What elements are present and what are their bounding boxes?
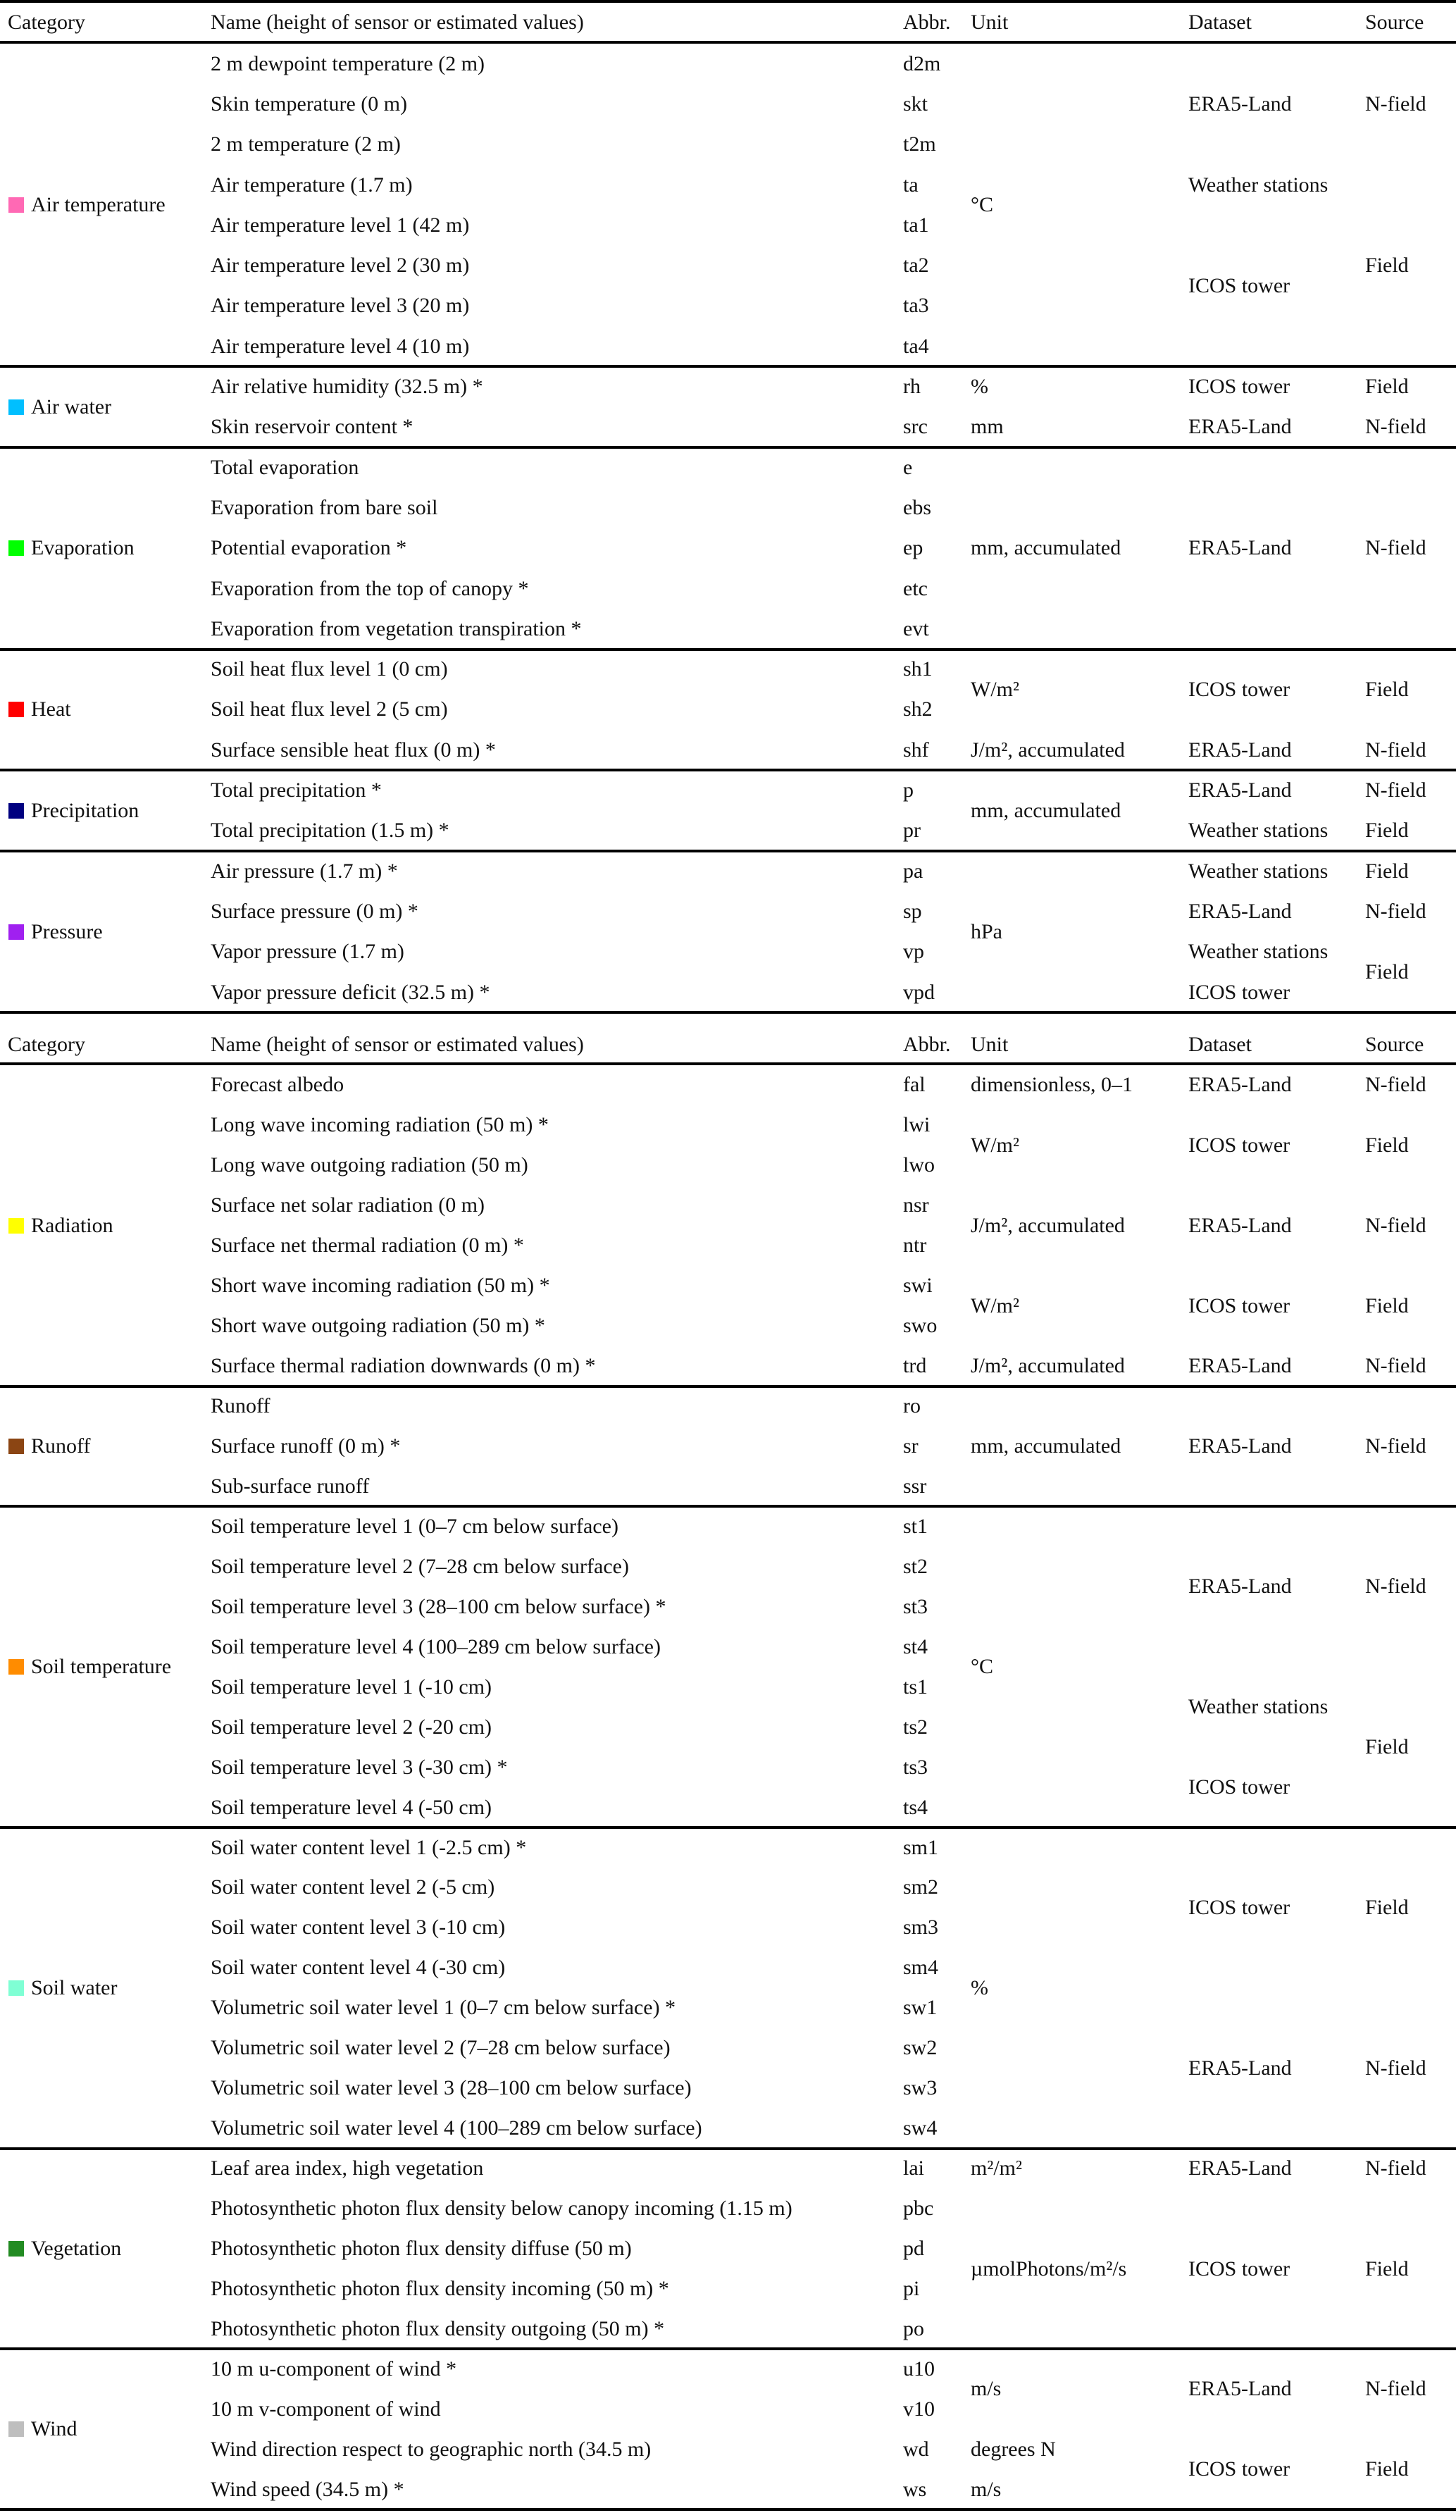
group-separator-rule — [0, 1826, 1456, 1829]
variable-abbr: ta4 — [903, 334, 929, 358]
variable-abbr: swo — [903, 1314, 938, 1338]
column-header-category: Category — [8, 11, 85, 34]
variable-abbr: sm4 — [903, 1956, 939, 1980]
category-label: Air water — [31, 395, 112, 418]
variable-name: Soil temperature level 1 (-10 cm) — [211, 1675, 492, 1699]
group-separator-rule — [0, 446, 1456, 449]
category-label: Soil temperature — [31, 1655, 172, 1679]
variable-abbr: sm3 — [903, 1916, 939, 1939]
variable-source: Field — [1365, 375, 1409, 399]
variable-dataset: ICOS tower — [1188, 273, 1290, 297]
variable-dataset: ERA5-Land — [1188, 2156, 1292, 2180]
variable-dataset: Weather stations — [1188, 1695, 1329, 1719]
variable-abbr: pd — [903, 2237, 924, 2261]
variable-unit: W/m² — [971, 677, 1019, 701]
variable-name: Air temperature level 3 (20 m) — [211, 294, 470, 318]
column-header-unit: Unit — [971, 1033, 1009, 1056]
variable-abbr: ts3 — [903, 1755, 928, 1779]
variable-name: Leaf area index, high vegetation — [211, 2156, 484, 2180]
variable-dataset: ICOS tower — [1188, 375, 1290, 399]
variable-dataset: ICOS tower — [1188, 1293, 1290, 1317]
variable-name: Volumetric soil water level 2 (7–28 cm below surface) — [211, 2036, 671, 2060]
variable-name: Air temperature level 4 (10 m) — [211, 334, 470, 358]
category-label: Vegetation — [31, 2237, 122, 2261]
variable-abbr: etc — [903, 576, 928, 600]
variable-name: Volumetric soil water level 4 (100–289 cm below surface) — [211, 2116, 702, 2140]
variable-unit: mm, accumulated — [971, 1434, 1121, 1458]
variable-unit: °C — [971, 1655, 994, 1679]
variable-name: Air temperature level 1 (42 m) — [211, 213, 470, 237]
variable-name: Evaporation from bare soil — [211, 495, 438, 519]
category-color-swatch — [8, 2421, 24, 2437]
variable-abbr: wd — [903, 2437, 929, 2461]
variable-name: Soil temperature level 4 (100–289 cm below surface) — [211, 1634, 661, 1658]
group-separator-rule — [0, 1505, 1456, 1508]
category-label: Runoff — [31, 1434, 91, 1458]
variable-abbr: pbc — [903, 2197, 934, 2221]
variable-name: Short wave outgoing radiation (50 m) * — [211, 1314, 545, 1338]
variable-abbr: sw2 — [903, 2036, 938, 2060]
variable-abbr: vpd — [903, 980, 935, 1004]
variable-dataset: ICOS tower — [1188, 980, 1290, 1004]
variable-unit: J/m², accumulated — [971, 738, 1125, 762]
variable-name: Surface net thermal radiation (0 m) * — [211, 1234, 524, 1258]
variable-abbr: src — [903, 415, 928, 439]
variable-dataset: ERA5-Land — [1188, 2056, 1292, 2080]
variable-name: Evaporation from vegetation transpiration * — [211, 616, 582, 640]
variable-abbr: po — [903, 2316, 924, 2340]
variable-source: N-field — [1365, 2056, 1426, 2080]
variable-source: Field — [1365, 819, 1409, 843]
variable-source: Field — [1365, 2257, 1409, 2280]
column-header-category: Category — [8, 1033, 85, 1056]
variable-abbr: st2 — [903, 1554, 928, 1578]
variable-source: N-field — [1365, 2156, 1426, 2180]
variable-dataset: ICOS tower — [1188, 2457, 1290, 2481]
variable-source: N-field — [1365, 738, 1426, 762]
variable-dataset: Weather stations — [1188, 859, 1329, 883]
variable-source: N-field — [1365, 1213, 1426, 1237]
variable-unit: degrees N — [971, 2437, 1056, 2461]
variable-unit: °C — [971, 193, 994, 217]
variable-source: N-field — [1365, 2377, 1426, 2401]
variable-name: Skin reservoir content * — [211, 415, 413, 439]
header-bottom-rule — [0, 41, 1456, 44]
variable-name: Vapor pressure deficit (32.5 m) * — [211, 980, 490, 1004]
variable-dataset: Weather stations — [1188, 940, 1329, 964]
group-separator-rule — [0, 365, 1456, 368]
variable-source: N-field — [1365, 1073, 1426, 1097]
variable-abbr: sw4 — [903, 2116, 938, 2140]
category-label: Soil water — [31, 1975, 118, 1999]
variable-name: Long wave incoming radiation (50 m) * — [211, 1113, 549, 1137]
variable-abbr: lai — [903, 2156, 924, 2180]
variable-name: Wind direction respect to geographic north (34.5 m) — [211, 2437, 652, 2461]
variable-name: Total evaporation — [211, 455, 359, 479]
variable-abbr: rh — [903, 375, 921, 399]
group-separator-rule — [0, 1385, 1456, 1388]
column-header-abbr: Abbr. — [903, 1033, 951, 1056]
variable-dataset: ERA5-Land — [1188, 899, 1292, 923]
variable-name: Potential evaporation * — [211, 536, 407, 560]
variable-name: Volumetric soil water level 1 (0–7 cm below surface) * — [211, 1996, 676, 2020]
variable-dataset: ERA5-Land — [1188, 1354, 1292, 1378]
variable-name: Wind speed (34.5 m) * — [211, 2477, 404, 2501]
variable-dataset: ICOS tower — [1188, 1775, 1290, 1799]
variable-source: Field — [1365, 2457, 1409, 2481]
variable-source: Field — [1365, 1133, 1409, 1157]
variable-source: Field — [1365, 1895, 1409, 1919]
group-separator-rule — [0, 2347, 1456, 2350]
variable-abbr: ep — [903, 536, 923, 560]
variable-abbr: ws — [903, 2477, 927, 2501]
variable-name: Photosynthetic photon flux density diffuse (50 m) — [211, 2237, 632, 2261]
variable-name: Surface pressure (0 m) * — [211, 899, 418, 923]
variable-source: Field — [1365, 859, 1409, 883]
variable-dataset: ERA5-Land — [1188, 92, 1292, 116]
variable-name: Short wave incoming radiation (50 m) * — [211, 1274, 550, 1298]
variable-abbr: shf — [903, 738, 929, 762]
variable-abbr: t2m — [903, 132, 936, 156]
variable-name: Soil heat flux level 2 (5 cm) — [211, 697, 448, 721]
variable-unit: J/m², accumulated — [971, 1354, 1125, 1378]
variable-name: Runoff — [211, 1394, 270, 1418]
variable-name: Soil temperature level 2 (-20 cm) — [211, 1715, 492, 1739]
variable-dataset: ERA5-Land — [1188, 778, 1292, 802]
category-label: Radiation — [31, 1213, 113, 1237]
variable-unit: hPa — [971, 919, 1002, 943]
category-color-swatch — [8, 2241, 24, 2257]
category-color-swatch — [8, 924, 24, 940]
category-color-swatch — [8, 1439, 24, 1454]
variable-name: Volumetric soil water level 3 (28–100 cm below surface) — [211, 2076, 692, 2100]
variable-name: Sub-surface runoff — [211, 1474, 370, 1498]
variable-dataset: ICOS tower — [1188, 1133, 1290, 1157]
variable-name: 10 m v-component of wind — [211, 2397, 441, 2421]
variable-dataset: ERA5-Land — [1188, 2377, 1292, 2401]
variable-name: Skin temperature (0 m) — [211, 92, 408, 116]
variable-abbr: st4 — [903, 1634, 928, 1658]
variable-abbr: sp — [903, 899, 922, 923]
variable-abbr: ts2 — [903, 1715, 928, 1739]
column-header-name: Name (height of sensor or estimated values) — [211, 11, 584, 34]
variable-abbr: ts1 — [903, 1675, 928, 1699]
variable-dataset: ICOS tower — [1188, 2257, 1290, 2280]
variable-name: Air temperature level 2 (30 m) — [211, 254, 470, 278]
category-color-swatch — [8, 702, 24, 717]
group-separator-rule — [0, 850, 1456, 852]
column-header-dataset: Dataset — [1188, 1033, 1252, 1056]
variable-abbr: sm1 — [903, 1835, 939, 1859]
variable-abbr: nsr — [903, 1193, 929, 1217]
variable-unit: µmolPhotons/m²/s — [971, 2257, 1127, 2280]
variable-unit: m/s — [971, 2377, 1002, 2401]
variable-dataset: Weather stations — [1188, 173, 1329, 197]
variable-name: 2 m dewpoint temperature (2 m) — [211, 51, 485, 75]
column-header-dataset: Dataset — [1188, 11, 1252, 34]
variable-unit: % — [971, 1975, 988, 1999]
variable-abbr: st3 — [903, 1594, 928, 1618]
variable-abbr: sw3 — [903, 2076, 938, 2100]
variable-abbr: skt — [903, 92, 928, 116]
variable-name: Surface thermal radiation downwards (0 m) * — [211, 1354, 596, 1378]
variable-abbr: sr — [903, 1434, 919, 1458]
variable-unit: W/m² — [971, 1293, 1019, 1317]
variable-name: Air relative humidity (32.5 m) * — [211, 375, 483, 399]
variable-dataset: ERA5-Land — [1188, 1213, 1292, 1237]
variable-abbr: ta2 — [903, 254, 929, 278]
variable-unit: m²/m² — [971, 2156, 1022, 2180]
variable-abbr: trd — [903, 1354, 927, 1378]
variable-abbr: lwi — [903, 1113, 931, 1137]
category-color-swatch — [8, 540, 24, 556]
variable-unit: dimensionless, 0–1 — [971, 1073, 1133, 1097]
variable-abbr: ta1 — [903, 213, 929, 237]
variable-abbr: ta — [903, 173, 919, 197]
variable-name: Total precipitation * — [211, 778, 382, 802]
variable-name: Surface sensible heat flux (0 m) * — [211, 738, 496, 762]
variable-unit: J/m², accumulated — [971, 1213, 1125, 1237]
category-color-swatch — [8, 1218, 24, 1234]
category-color-swatch — [8, 1659, 24, 1675]
group-separator-rule — [0, 769, 1456, 771]
variable-name: Soil temperature level 3 (28–100 cm below surface) * — [211, 1594, 666, 1618]
variable-source: N-field — [1365, 1354, 1426, 1378]
variable-unit: mm, accumulated — [971, 536, 1121, 560]
variable-abbr: d2m — [903, 51, 941, 75]
variable-name: 2 m temperature (2 m) — [211, 132, 401, 156]
variable-dataset: ERA5-Land — [1188, 1434, 1292, 1458]
variable-abbr: pa — [903, 859, 923, 883]
group-separator-rule — [0, 1011, 1456, 1014]
variable-dataset: ICOS tower — [1188, 1895, 1290, 1919]
group-separator-rule — [0, 2508, 1456, 2511]
variable-abbr: ntr — [903, 1234, 927, 1258]
variable-name: Vapor pressure (1.7 m) — [211, 940, 404, 964]
column-header-name: Name (height of sensor or estimated values) — [211, 1033, 584, 1056]
variable-name: Soil temperature level 1 (0–7 cm below surface) — [211, 1514, 618, 1538]
variable-name: Soil temperature level 3 (-30 cm) * — [211, 1755, 508, 1779]
category-color-swatch — [8, 1980, 24, 1996]
variable-abbr: st1 — [903, 1514, 928, 1538]
column-header-unit: Unit — [971, 11, 1009, 34]
category-label: Pressure — [31, 919, 103, 943]
variable-abbr: swi — [903, 1274, 933, 1298]
variable-name: Soil heat flux level 1 (0 cm) — [211, 657, 448, 681]
variable-abbr: ssr — [903, 1474, 927, 1498]
variable-abbr: pr — [903, 819, 921, 843]
variable-dataset: ERA5-Land — [1188, 415, 1292, 439]
variable-dataset: ERA5-Land — [1188, 738, 1292, 762]
variable-unit: mm — [971, 415, 1004, 439]
variable-name: 10 m u-component of wind * — [211, 2357, 457, 2381]
variable-name: Photosynthetic photon flux density outgoing (50 m) * — [211, 2316, 665, 2340]
variable-abbr: fal — [903, 1073, 926, 1097]
category-label: Evaporation — [31, 536, 135, 560]
category-label: Precipitation — [31, 798, 139, 822]
variable-abbr: sh1 — [903, 657, 933, 681]
variable-name: Evaporation from the top of canopy * — [211, 576, 529, 600]
variable-abbr: u10 — [903, 2357, 935, 2381]
variable-name: Soil water content level 3 (-10 cm) — [211, 1916, 506, 1939]
variable-unit: % — [971, 375, 988, 399]
table-top-rule — [0, 0, 1456, 3]
variable-name: Soil water content level 1 (-2.5 cm) * — [211, 1835, 527, 1859]
variable-abbr: ta3 — [903, 294, 929, 318]
variable-name: Soil water content level 4 (-30 cm) — [211, 1956, 506, 1980]
variable-source: N-field — [1365, 92, 1426, 116]
variable-name: Photosynthetic photon flux density incoming (50 m) * — [211, 2276, 669, 2300]
variable-name: Surface net solar radiation (0 m) — [211, 1193, 485, 1217]
group-separator-rule — [0, 648, 1456, 651]
variable-abbr: evt — [903, 616, 929, 640]
variable-name: Soil temperature level 4 (-50 cm) — [211, 1795, 492, 1819]
variable-abbr: lwo — [903, 1153, 935, 1177]
variable-abbr: vp — [903, 940, 924, 964]
variable-abbr: sm2 — [903, 1875, 939, 1899]
variable-unit: W/m² — [971, 1133, 1019, 1157]
variable-source: Field — [1365, 1735, 1409, 1759]
column-header-source: Source — [1365, 1033, 1424, 1056]
variable-dataset: ERA5-Land — [1188, 1073, 1292, 1097]
variable-source: N-field — [1365, 1575, 1426, 1599]
variable-name: Total precipitation (1.5 m) * — [211, 819, 449, 843]
variable-abbr: v10 — [903, 2397, 935, 2421]
variable-name: Soil water content level 2 (-5 cm) — [211, 1875, 495, 1899]
variable-abbr: e — [903, 455, 913, 479]
category-label: Heat — [31, 697, 71, 721]
variable-dataset: Weather stations — [1188, 819, 1329, 843]
variable-dataset: ICOS tower — [1188, 677, 1290, 701]
variable-source: Field — [1365, 1293, 1409, 1317]
category-label: Wind — [31, 2417, 77, 2441]
variable-abbr: p — [903, 778, 914, 802]
variable-name: Soil temperature level 2 (7–28 cm below surface) — [211, 1554, 629, 1578]
variable-dataset: ERA5-Land — [1188, 1575, 1292, 1599]
header-bottom-rule — [0, 1062, 1456, 1065]
variable-source: N-field — [1365, 415, 1426, 439]
category-label: Air temperature — [31, 193, 166, 217]
variable-name: Air temperature (1.7 m) — [211, 173, 413, 197]
category-color-swatch — [8, 399, 24, 415]
variable-source: N-field — [1365, 899, 1426, 923]
category-color-swatch — [8, 197, 24, 213]
variable-dataset: ERA5-Land — [1188, 536, 1292, 560]
variable-abbr: ebs — [903, 495, 931, 519]
variable-name: Air pressure (1.7 m) * — [211, 859, 398, 883]
variable-name: Surface runoff (0 m) * — [211, 1434, 401, 1458]
variable-source: Field — [1365, 960, 1409, 983]
column-header-source: Source — [1365, 11, 1424, 34]
variable-abbr: ro — [903, 1394, 921, 1418]
category-color-swatch — [8, 803, 24, 819]
variable-unit: m/s — [971, 2477, 1002, 2501]
variable-abbr: sh2 — [903, 697, 933, 721]
variable-unit: mm, accumulated — [971, 798, 1121, 822]
variable-source: N-field — [1365, 778, 1426, 802]
variable-source: Field — [1365, 677, 1409, 701]
variable-name: Photosynthetic photon flux density below canopy incoming (1.15 m) — [211, 2197, 792, 2221]
group-separator-rule — [0, 2147, 1456, 2150]
variable-abbr: ts4 — [903, 1795, 928, 1819]
column-header-abbr: Abbr. — [903, 11, 951, 34]
variable-name: Forecast albedo — [211, 1073, 344, 1097]
variable-name: Long wave outgoing radiation (50 m) — [211, 1153, 528, 1177]
variable-source: N-field — [1365, 1434, 1426, 1458]
variable-source: N-field — [1365, 536, 1426, 560]
variable-abbr: sw1 — [903, 1996, 938, 2020]
variable-source: Field — [1365, 254, 1409, 278]
variable-abbr: pi — [903, 2276, 920, 2300]
